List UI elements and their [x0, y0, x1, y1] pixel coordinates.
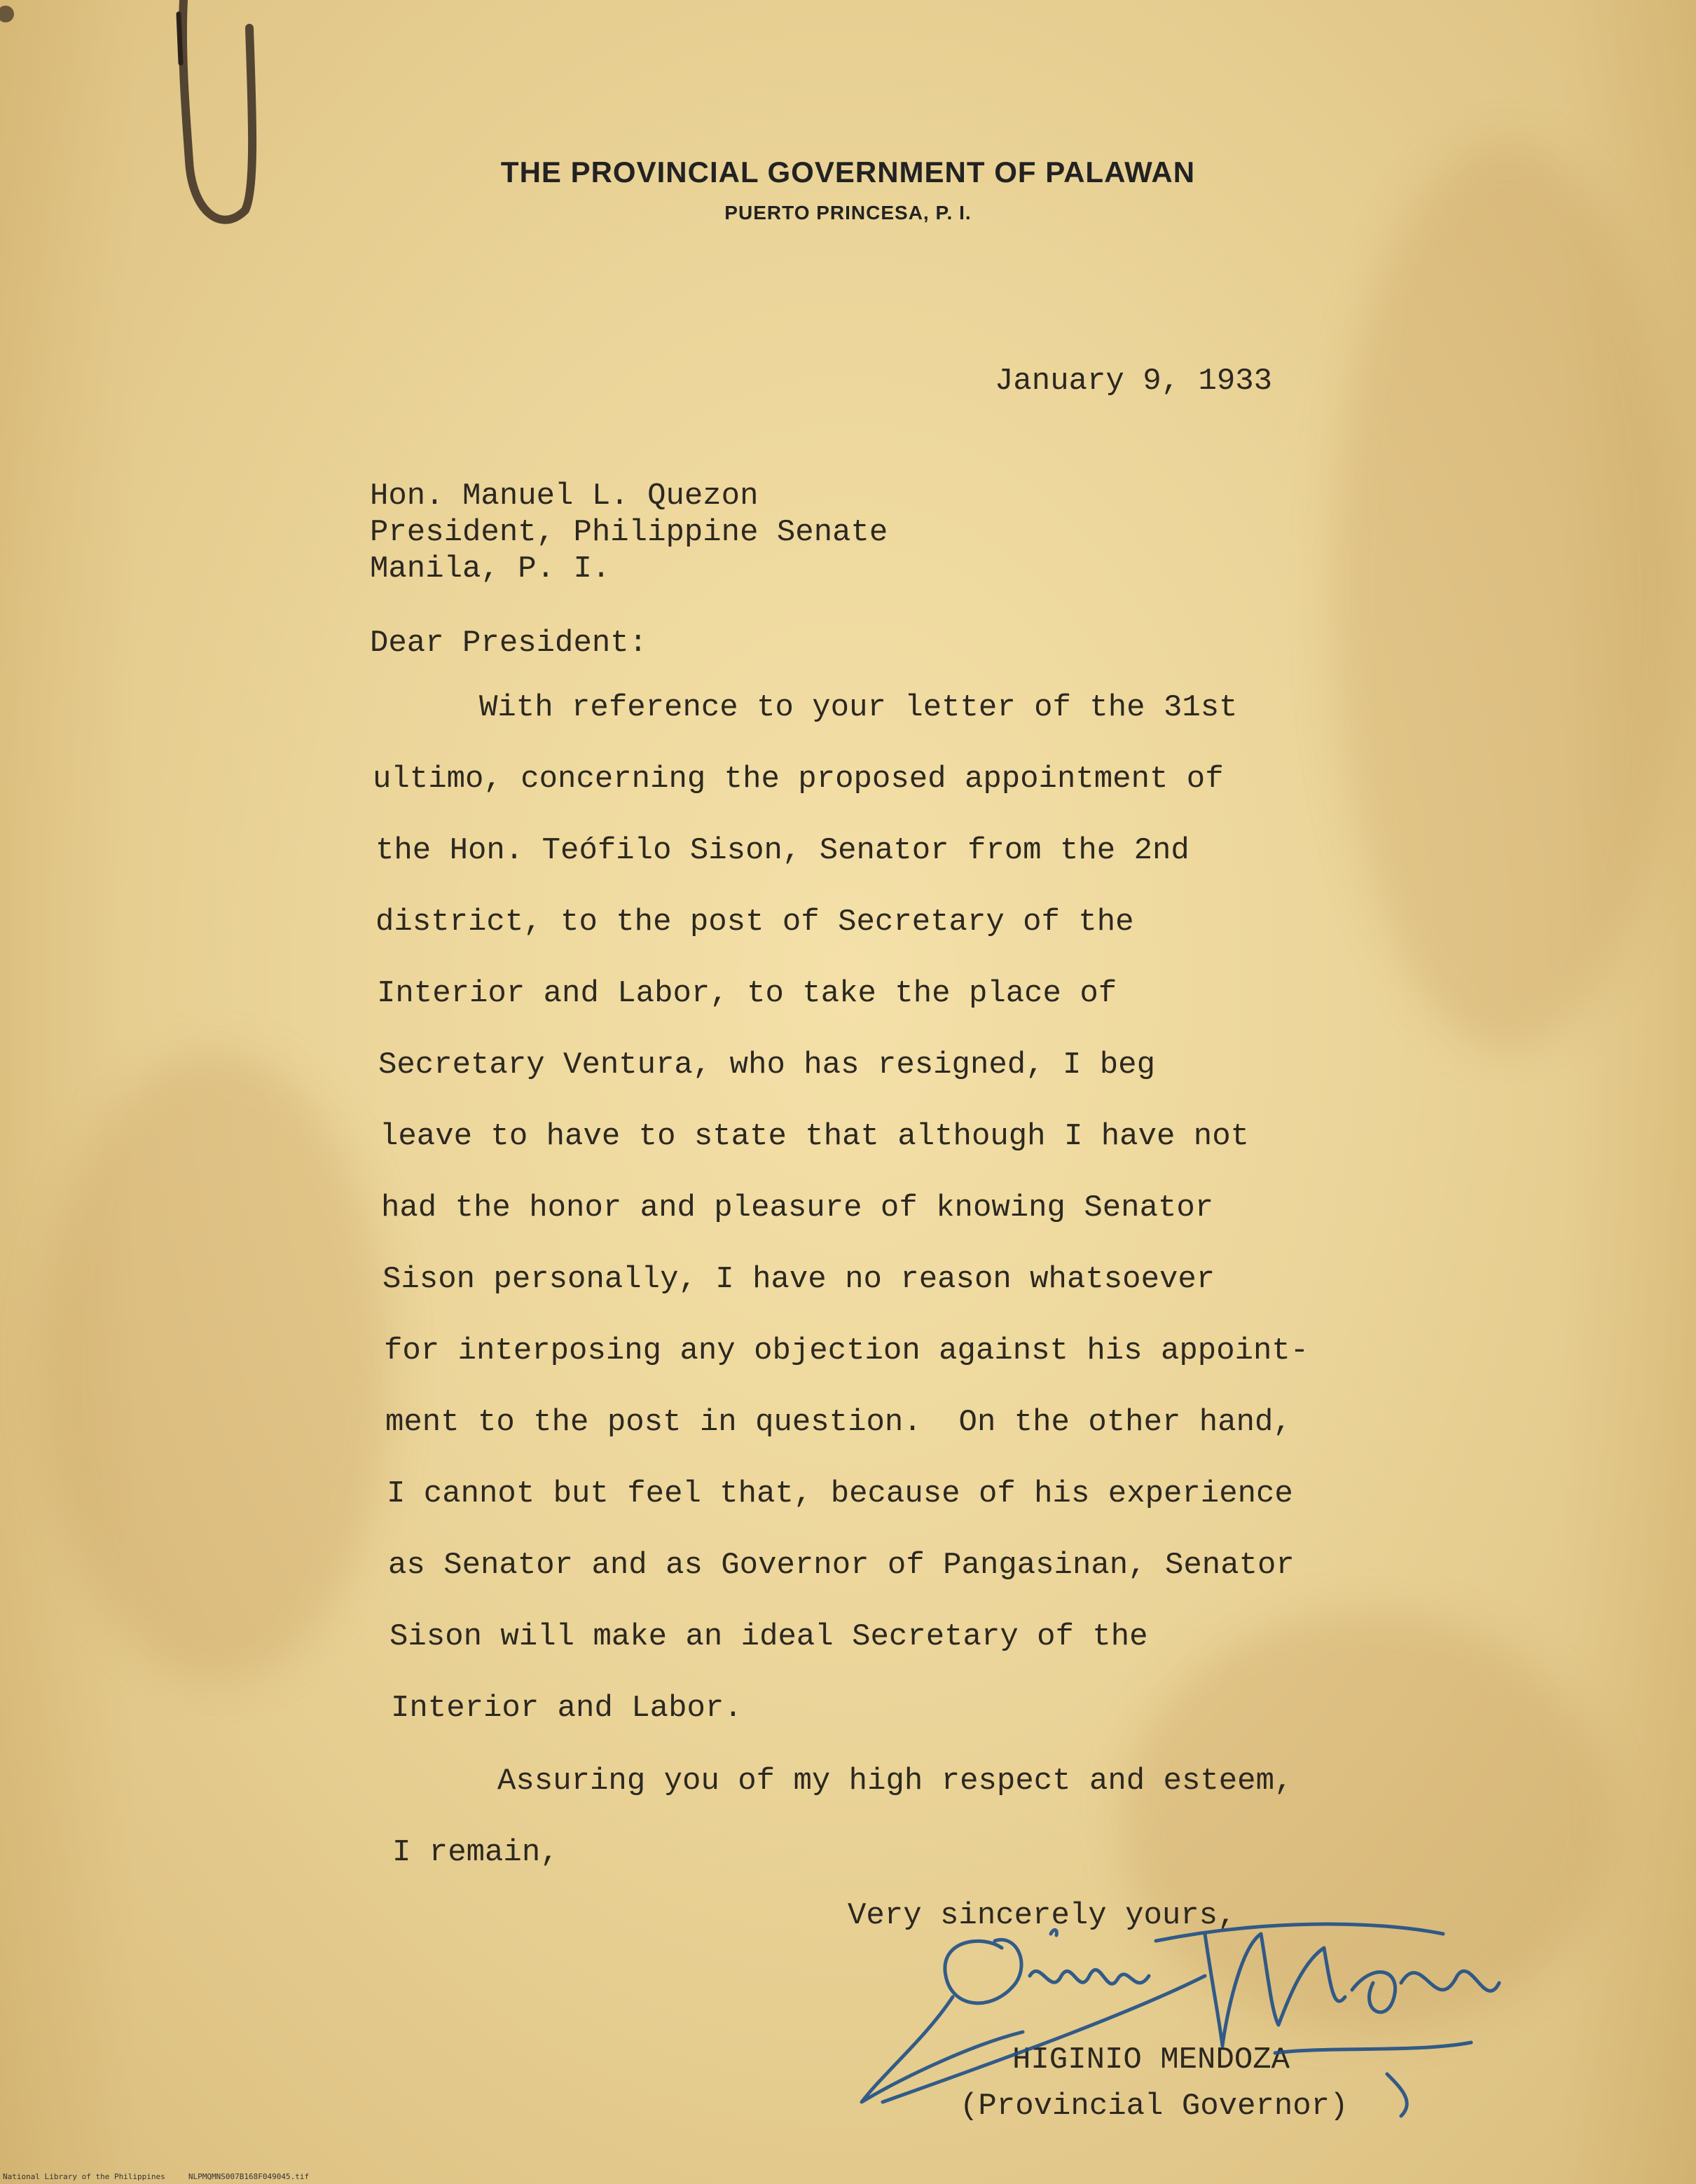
signer-name: HIGINIO MENDOZA: [1012, 2042, 1290, 2077]
body-line: for interposing any objection against his appoint-: [384, 1333, 1309, 1368]
complimentary-close: Very sincerely yours,: [848, 1898, 1236, 1933]
body-line: Interior and Labor.: [391, 1691, 743, 1726]
handwritten-signature: [841, 1892, 1576, 2123]
body-line: I cannot but feel that, because of his experience: [387, 1476, 1293, 1511]
body-line: ment to the post in question. On the other hand,: [385, 1405, 1292, 1440]
body-line: had the honor and pleasure of knowing Senator: [381, 1190, 1214, 1225]
footer-library: National Library of the Philippines: [3, 2172, 165, 2181]
body-line: Sison personally, I have no reason whatsoever: [382, 1262, 1215, 1297]
archive-footer: [3, 2172, 309, 2181]
remain-line: I remain,: [392, 1835, 559, 1870]
letterhead-location: PUERTO PRINCESA, P. I.: [724, 202, 972, 224]
body-line: Sison will make an ideal Secretary of the: [389, 1619, 1148, 1654]
body-line: With reference to your letter of the 31st: [479, 690, 1238, 725]
address-line: Manila, P. I.: [370, 551, 611, 586]
paper-stain: [1331, 140, 1681, 1051]
body-line: Interior and Labor, to take the place of: [377, 976, 1117, 1011]
letter-date: January 9, 1933: [995, 364, 1273, 399]
body-line: leave to have to state that although I have not: [380, 1119, 1250, 1154]
closing-paragraph: Assuring you of my high respect and esteem,: [497, 1764, 1293, 1799]
letterhead-organization: THE PROVINCIAL GOVERNMENT OF PALAWAN: [500, 156, 1196, 188]
body-line: district, to the post of Secretary of the: [375, 905, 1134, 940]
body-line: the Hon. Teófilo Sison, Senator from the 2nd: [375, 833, 1190, 868]
body-line: ultimo, concerning the proposed appointment of: [373, 762, 1224, 797]
address-line: President, Philippine Senate: [370, 515, 888, 550]
body-line: Secretary Ventura, who has resigned, I beg: [378, 1048, 1155, 1083]
salutation: Dear President:: [370, 626, 648, 661]
paper-stain: [42, 1051, 392, 1682]
address-line: Hon. Manuel L. Quezon: [370, 479, 759, 514]
body-line: as Senator and as Governor of Pangasinan, Senator: [388, 1548, 1295, 1583]
footer-filename: NLPMQMNS007B168F049045.tif: [188, 2172, 310, 2181]
signer-title: (Provincial Governor): [960, 2089, 1349, 2124]
